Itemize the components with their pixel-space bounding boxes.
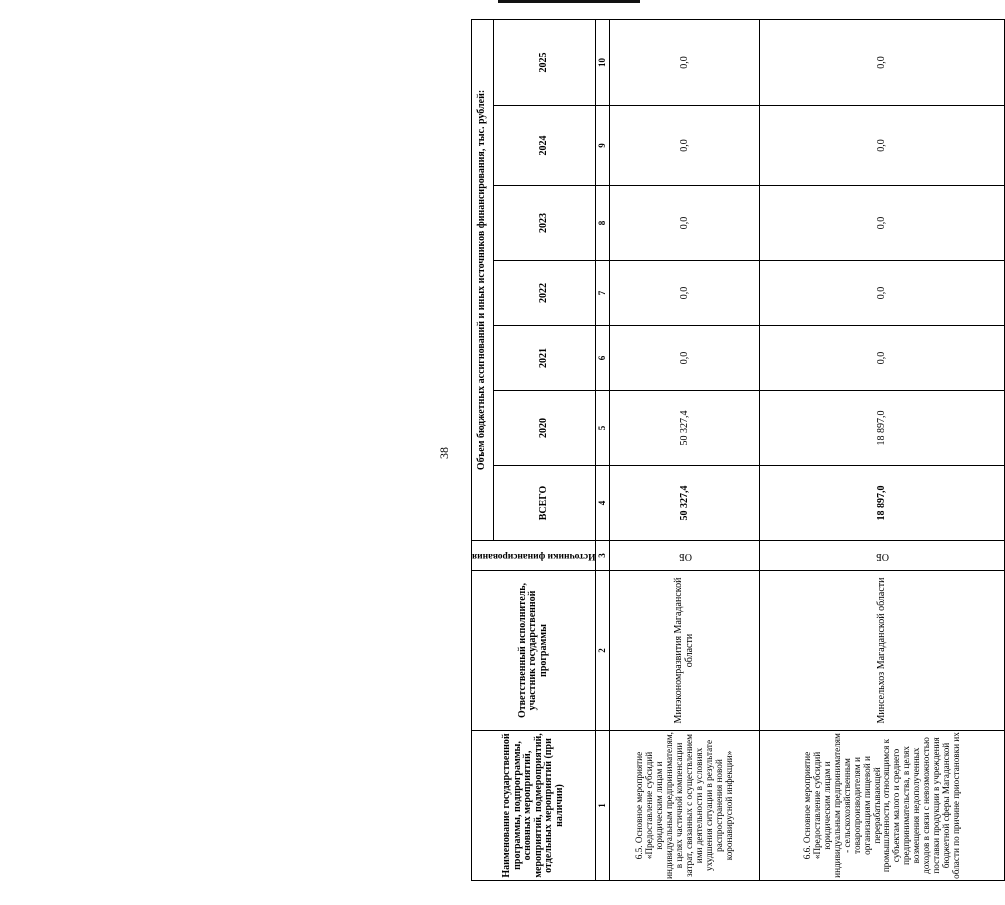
row-6-5-2023: 0,0 (610, 186, 760, 261)
row-6-6-source (760, 541, 1005, 571)
header-year-2024: 2024 (493, 106, 596, 186)
colnum-9: 9 (596, 106, 610, 186)
row-6-5-2024: 0,0 (610, 106, 760, 186)
row-6-6-2022: 0,0 (760, 261, 1005, 326)
header-source-text: Источники финансирования (472, 551, 596, 562)
row-6-5-source-text: ОБ (678, 550, 692, 562)
row-6-6-2021: 0,0 (760, 326, 1005, 391)
colnum-1: 1 (596, 731, 610, 881)
header-year-2022: 2022 (493, 261, 596, 326)
header-year-2021: 2021 (493, 326, 596, 391)
row-6-5-2025: 0,0 (610, 19, 760, 105)
colnum-3: 3 (596, 541, 610, 571)
header-name: Наименование государственной программы, подпрограммы, основных мероприятий, мероприятий, подмероприятий, отдельных мероприятий (при наличии) (472, 731, 596, 881)
colnum-7: 7 (596, 261, 610, 326)
row-6-6-total: 18 897,0 (760, 466, 1005, 541)
colnum-5: 5 (596, 391, 610, 466)
row-6-5-2021: 0,0 (610, 326, 760, 391)
header-year-2023: 2023 (493, 186, 596, 261)
header-executor: Ответственный исполнитель, участник государственной программы (472, 571, 596, 731)
funding-table (471, 19, 1005, 881)
row-6-5-name: 6.5. Основное мероприятие «Предоставление субсидий юридическим лицам и индивидуальным предпринимателям, в целях частичной компенсации затрат, связанных с осуществлением ими деятельности в условиях ухудшения ситуации в результате распространения новой коронавирусной инфекции» (610, 731, 760, 881)
colnum-2: 2 (596, 571, 610, 731)
row-6-6-name: 6.6. Основное мероприятие «Предоставление субсидий юридическим лицам и индивидуальным предпринимателям - сельскохозяйственным товаропроизводителям и организациям пищевой и перерабатывающей промышленности, относящимся к субъектам малого и среднего предпринимательства, в целях возмещения недополученных доходов в связи с невозможностью поставки продукции в учреждения бюджетной сферы Магаданской области по причине приостановки их (760, 731, 1005, 881)
row-6-6-2025: 0,0 (760, 19, 1005, 105)
row-6-5-2020: 50 327,4 (610, 391, 760, 466)
header-year-2020: 2020 (493, 391, 596, 466)
row-6-6-executor: Минсельхоз Магаданской области (760, 571, 1005, 731)
colnum-10: 10 (596, 19, 610, 105)
header-year-total: ВСЕГО (493, 466, 596, 541)
row-6-6-2023: 0,0 (760, 186, 1005, 261)
row-6-5-source (610, 541, 760, 571)
colnum-8: 8 (596, 186, 610, 261)
header-source (472, 541, 596, 571)
row-6-6-2020: 18 897,0 (760, 391, 1005, 466)
colnum-4: 4 (596, 466, 610, 541)
header-year-2025: 2025 (493, 19, 596, 105)
row-6-5-2022: 0,0 (610, 261, 760, 326)
row-6-5-executor: Минэкономразвития Магаданской области (610, 571, 760, 731)
header-funding-group: Объем бюджетных ассигнований и иных источников финансирования, тыс. рублей: (472, 19, 494, 540)
colnum-6: 6 (596, 326, 610, 391)
page-number: 38 (437, 447, 451, 459)
row-6-6-source-text: ОБ (876, 550, 889, 562)
row-6-6-2024: 0,0 (760, 106, 1005, 186)
row-6-5-total: 50 327,4 (610, 466, 760, 541)
